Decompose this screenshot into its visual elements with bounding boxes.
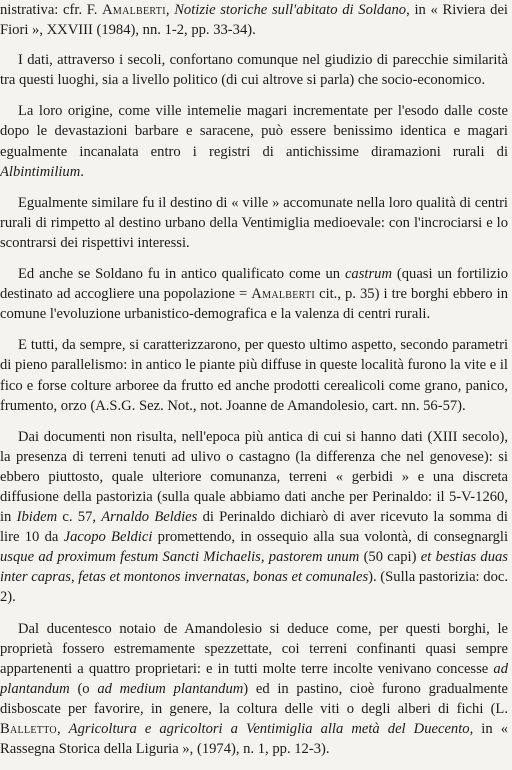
italic-text: Albintimilium xyxy=(0,163,81,180)
text-run: E tutti, da sempre, si caratterizzarono, per questo ultimo aspetto, secondo parametri di pieno parallelismo: in antico le piante più diffuse in queste località furono la vite e il fico e forse colture arboree da frutto ed anche prodotti cerealicoli come grano, panico, frumento, orzo (A.S.G. Sez. Not., not. Joanne de Amandolesio, cart. nn. 56-57). xyxy=(0,337,508,414)
text-run: (o xyxy=(69,680,98,697)
italic-text: et bestias duas inter capras, fetas et montonos invernatas, bonas et comunales xyxy=(0,549,508,586)
small-caps-text: Amalberti xyxy=(251,286,316,303)
text-run: promettendo, in ossequio alla sua volontà, di consegnargli xyxy=(152,529,508,546)
text-run: ) ed in pastino, cioè furono gradualmente disboscate per favorire, in genere, la coltura delle viti o degli alberi di fichi (L. xyxy=(0,680,508,717)
paragraph xyxy=(0,193,508,253)
text-run: c. 57, xyxy=(57,509,102,526)
text-run: La loro origine, come ville intemelie magari incrementate per l'esodo dalle coste dopo le devastazioni barbare e saracene, può essere benissimo identica e magari egualmente incanalata entro i registri di antichissime diramazioni rurali di xyxy=(0,103,508,160)
paragraph xyxy=(0,427,508,608)
paragraph xyxy=(0,335,508,415)
italic-text: ad plantandum xyxy=(0,660,508,697)
text-run: di Perinaldo dichiarò di aver ricevuto la somma di lire 10 da xyxy=(0,509,508,546)
text-run: cit., p. 35) i tre borghi ebbero in comune l'evoluzione urbanistico-demografica e la valenza di centri rurali. xyxy=(0,286,509,323)
italic-text: castrum xyxy=(344,266,392,283)
paragraph xyxy=(0,0,508,40)
small-caps-text: Amalberti xyxy=(102,2,166,18)
text-run: ). (Sulla pastorizia: doc. 2). xyxy=(0,569,508,606)
text-run: , in « Rassegna Storica della Liguria », (1974), n. 1, pp. 12-3). xyxy=(0,721,508,758)
text-run: , xyxy=(56,721,69,737)
paragraph xyxy=(0,101,508,181)
text-run: Ed anche se Soldano fu in antico qualificato come un xyxy=(18,266,345,283)
text-run: , in « Riviera dei Fiori », XXVIII (1984), nn. 1-2, pp. 33-34). xyxy=(0,2,508,39)
italic-text: Arnaldo Beldies xyxy=(101,509,198,526)
small-caps-text: Balletto xyxy=(0,721,57,737)
text-run: Dal ducentesco notaio de Amandolesio si deduce come, per questi borghi, le proprietà fossero estremamente spezzettate, coi terreni confinanti quasi sempre appartenenti a quattro proprietari: e in tutti molte terre incolte venivano concesse xyxy=(0,620,508,677)
text-run: (50 capi) xyxy=(359,549,421,566)
italic-text: Jacopo Beldici xyxy=(63,529,153,546)
italic-text: Ibidem xyxy=(16,509,58,526)
italic-text: ad medium plantandum xyxy=(97,680,244,697)
paragraph xyxy=(0,619,508,760)
paragraph xyxy=(0,264,508,324)
text-run: . xyxy=(80,163,84,180)
text-run: nistrativa: cfr. F. xyxy=(0,2,103,18)
paragraph xyxy=(0,50,508,90)
text-run: (quasi un fortilizio destinato ad accogliere una popolazione = xyxy=(0,266,508,303)
italic-text: Notizie storiche sull'abitato di Soldano xyxy=(174,2,407,18)
text-run: Egualmente similare fu il destino di « ville » accomunate nella loro qualità di centri rurali di rimpetto al destino urbano della Ventimiglia medioevale: con l'incrociarsi e lo scontrarsi dei rispettivi interessi. xyxy=(0,194,508,251)
italic-text: Agricoltura e agricoltori a Ventimiglia alla metà del Duecento xyxy=(68,721,470,737)
text-run: I dati, attraverso i secoli, confortano comunque nel giudizio di parecchie similarità tra questi luoghi, sia a livello politico (di cui altrove si parla) che socio-economico. xyxy=(0,52,508,89)
text-run: , xyxy=(165,2,175,18)
text-run: Dai documenti non risulta, nell'epoca più antica di cui si hanno dati (XIII secolo), la presenza di terreni tenuti ad ulivo o castagno (la differenza che nel genovese): si ebbero piuttosto, quale ulteriore comunanza, terreni « gerbidi » e una discreta diffusione della pastorizia (sulla quale abbiamo dati anche per Perinaldo: il 5-V-1260, in xyxy=(0,428,508,526)
italic-text: usque ad proximum festum Sancti Michaelis, pastorem unum xyxy=(0,549,360,566)
